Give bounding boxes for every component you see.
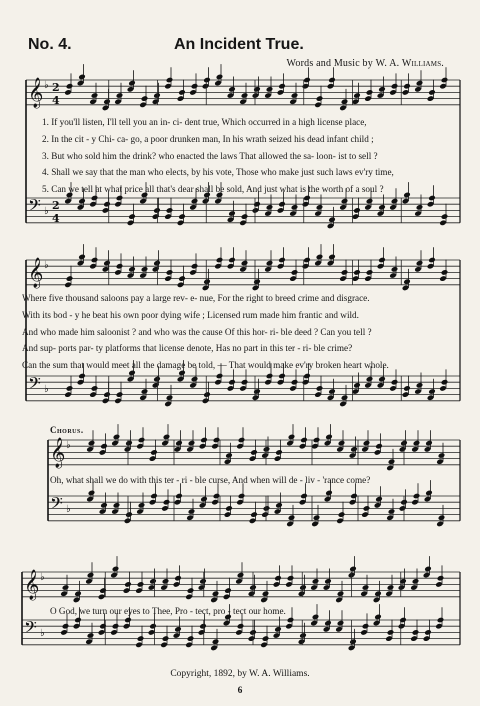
note-head [199,623,207,630]
note-head [378,86,386,93]
note-head [341,98,349,105]
verse-line: 4. Shall we say that the man who elects, by his vote, Those who make just such laws ev'ry time, [42,167,394,178]
note-head [100,502,108,509]
chorus-lyric: Oh, what shall we do with this ter - ri - ble curse, And when will de - liv - 'rance come? [50,475,371,485]
note-head [166,269,174,276]
verse-line: And sup- ports par- ty platforms that license denote, Has no part in this ter - ri- ble crime? [22,343,353,354]
note-head [399,578,407,585]
note-head [112,566,120,573]
note-head [275,502,283,509]
note-head [288,514,296,521]
note-head [366,89,374,96]
copyright-notice: Copyright, 1892, by W. A. Williams. [170,669,310,679]
note-head [262,635,270,642]
note-head [366,269,374,276]
note-head [350,446,358,453]
note-head [203,278,211,285]
note-head [241,379,249,386]
note-head [178,89,186,96]
bass-clef-icon: 𝄢 [28,373,41,397]
note-head [438,452,446,459]
credit-prefix: Words and Music by [286,58,376,69]
note-head [275,449,283,456]
note-head [125,440,133,447]
flat-icon: ♭ [66,440,71,451]
note-head [174,575,182,582]
note-head [137,635,145,642]
note-head [403,385,411,392]
note-head [187,587,195,594]
time-signature-bottom: 4 [52,94,60,107]
note-head [299,584,307,591]
note-head [362,623,370,630]
note-head [228,257,236,264]
note-head [128,80,136,87]
note-head [374,590,382,597]
note-head [325,434,333,441]
note-head [388,508,396,515]
note-head [291,379,299,386]
verse-line: Can the sum that would meet all the damage be told, — That would make ev'ry broken heart whole. [22,360,389,371]
note-head [303,77,311,84]
note-head [437,575,445,582]
note-head [66,385,74,392]
note-head [66,275,74,282]
hymn-number: No. 4. [28,36,72,53]
verse-line: 2. In the cit - y Chi- ca- go, a poor drunken man, In his wrath seized his dead infant child ; [42,133,374,144]
note-head [441,213,449,220]
bass-clef-icon: 𝄢 [50,493,63,517]
treble-clef-icon: 𝄞 [24,570,40,600]
note-head [128,266,136,273]
note-head [162,635,170,642]
note-head [424,629,432,636]
note-head [124,581,132,588]
note-head [303,257,311,264]
note-head [200,496,208,503]
note-head [291,204,299,211]
note-head [428,195,436,202]
note-head [141,95,149,102]
note-head [316,204,324,211]
note-head [228,86,236,93]
note-head [250,511,258,518]
note-head [153,376,161,383]
note-head [353,382,361,389]
note-head [199,578,207,585]
note-head [291,269,299,276]
note-head [353,92,361,99]
note-head [250,449,258,456]
flat-icon: ♭ [44,384,49,395]
chorus-line-2 [50,603,286,620]
note-head [324,578,332,585]
treble-clef-icon: 𝄞 [50,438,66,468]
note-head [66,83,74,90]
note-head [441,379,449,386]
note-head [62,584,70,591]
note-head [399,617,407,624]
note-head [153,92,161,99]
bass-clef-icon: 𝄢 [28,195,41,219]
time-signature-top: 2 [52,81,60,94]
note-head [274,575,282,582]
note-head [253,388,261,395]
note-head [300,493,308,500]
flat-icon: ♭ [66,504,71,515]
time-signature-top: 2 [52,199,60,212]
chorus-heading: Chorus. [50,425,84,435]
flat-icon: ♭ [44,80,49,91]
note-head [241,213,249,220]
note-head [74,590,82,597]
note-head [413,440,421,447]
note-head [353,269,361,276]
note-head [375,443,383,450]
note-head [78,254,86,261]
note-head [103,201,111,208]
note-head [103,98,111,105]
note-head [150,493,158,500]
flat-icon: ♭ [40,628,45,639]
note-head [191,198,199,205]
note-head [412,629,420,636]
note-head [312,578,320,585]
note-head [413,493,421,500]
note-head [337,590,345,597]
note-head [187,635,195,642]
note-head [99,587,107,594]
note-head [153,260,161,267]
note-head [262,590,270,597]
note-head [225,452,233,459]
note-head [191,263,199,270]
note-head [424,566,432,573]
note-head [174,626,182,633]
note-head [316,254,324,261]
note-head [166,207,174,214]
verse-line: 1. If you'll listen, I'll tell you an in- ci- dent true, Which occurred in a high license place, [42,117,367,127]
note-head [441,269,449,276]
verse-lyrics-system-2 [22,290,389,374]
note-head [338,440,346,447]
note-head [428,89,436,96]
note-head [403,83,411,90]
note-head [362,584,370,591]
note-head [391,198,399,205]
note-head [175,440,183,447]
note-head [288,434,296,441]
note-head [341,198,349,205]
note-head [425,490,433,497]
note-head [88,440,96,447]
chorus-lyric: O God, we turn our eyes to Thee, Pro - tect, pro - tect our home. [50,606,286,616]
verse-line: 3. But who sold him the drink? who enacted the laws That allowed the sa- loon- ist to sell ? [42,150,378,161]
note-head [341,269,349,276]
note-head [363,505,371,512]
note-head [387,629,395,636]
verse-lyrics-system-1 [42,114,394,198]
note-head [241,92,249,99]
bass-clef-icon: 𝄢 [24,617,37,641]
note-head [416,80,424,87]
note-head [350,493,358,500]
note-head [213,493,221,500]
note-head [313,514,321,521]
note-head [228,210,236,217]
note-head [425,440,433,447]
note-head [241,260,249,267]
note-head [113,502,121,509]
note-head [312,614,320,621]
note-head [78,198,86,205]
hymn-title: An Incident True. [174,36,304,53]
note-head [78,74,86,81]
note-head [375,496,383,503]
note-head [162,578,170,585]
note-head [188,440,196,447]
note-head [328,77,336,84]
note-head [125,511,133,518]
note-head [349,638,357,645]
note-head [328,216,336,223]
note-head [378,204,386,211]
note-head [387,584,395,591]
note-head [153,207,161,214]
note-head [103,260,111,267]
note-head [278,201,286,208]
note-head [266,86,274,93]
note-head [203,77,211,84]
note-head [113,434,121,441]
note-head [138,502,146,509]
note-head [324,620,332,627]
page-number: 6 [237,686,243,696]
note-head [212,590,220,597]
flat-icon: ♭ [40,572,45,583]
note-head [278,257,286,264]
flat-icon: ♭ [44,260,49,271]
note-head [116,263,124,270]
note-head [163,499,171,506]
note-head [87,572,95,579]
note-head [338,511,346,518]
note-head [378,257,386,264]
note-head [428,388,436,395]
note-head [191,83,199,90]
note-head [391,266,399,273]
note-head [391,379,399,386]
note-head [128,213,136,220]
note-head [141,266,149,273]
note-head [149,578,157,585]
note-head [278,83,286,90]
note-head [237,572,245,579]
note-head [328,254,336,261]
note-head [353,207,361,214]
note-head [116,92,124,99]
note-head [274,626,282,633]
treble-clef-icon: 𝄞 [28,78,44,108]
note-head [100,443,108,450]
note-head [287,575,295,582]
note-head [291,92,299,99]
note-head [178,213,186,220]
note-head [253,278,261,285]
note-head [103,391,111,398]
note-head [91,385,99,392]
note-head [388,458,396,465]
note-head [412,578,420,585]
note-head [88,490,96,497]
note-head [91,257,99,264]
note-head [99,623,107,630]
note-head [141,388,149,395]
note-head [263,446,271,453]
note-head [228,379,236,386]
note-head [437,617,445,624]
note-head [178,275,186,282]
verse-line: 5. Can we tell at what price all that's dear shall be sold, And just what is the worth of a soul ? [42,184,384,195]
note-head [337,620,345,627]
chorus-line-1 [50,472,370,489]
note-head [253,201,261,208]
note-head [287,617,295,624]
flat-icon: ♭ [44,206,49,217]
note-head [316,385,324,392]
note-head [237,623,245,630]
note-head [403,278,411,285]
note-head [366,198,374,205]
note-head [203,391,211,398]
note-head [112,623,120,630]
note-head [91,92,99,99]
note-head [416,204,424,211]
note-head [266,260,274,267]
note-head [163,434,171,441]
note-head [216,74,224,81]
note-head [238,493,246,500]
note-head [224,587,232,594]
note-head [166,394,174,401]
note-head [391,83,399,90]
note-head [150,449,158,456]
note-head [438,514,446,521]
note-head [441,77,449,84]
note-head [137,581,145,588]
note-head [416,260,424,267]
note-head [416,382,424,389]
note-head [175,493,183,500]
note-head [299,632,307,639]
treble-clef-icon: 𝄞 [28,258,44,288]
note-head [363,440,371,447]
note-head [378,376,386,383]
note-head [349,566,357,573]
verse-line: With its bod - y he beat his own poor dying wife ; Licensed rum made him frantic and wild. [22,309,359,320]
note-head [325,490,333,497]
note-head [116,391,124,398]
note-head [212,638,220,645]
note-head [253,86,261,93]
note-head [341,394,349,401]
note-head [328,388,336,395]
note-head [62,623,70,630]
note-head [225,505,233,512]
note-head [188,508,196,515]
note-head [403,192,411,199]
note-head [266,204,274,211]
note-head [166,77,174,84]
note-head [216,257,224,264]
note-head [366,376,374,383]
verse-line: Where five thousand saloons pay a large rev- e- nue, For the right to breed crime and disgrace. [22,293,370,303]
note-head [374,614,382,621]
verse-line: And who made him saloonist ? and who was the cause Of this hor- ri- ble deed ? Can you tell ? [22,326,372,337]
note-head [316,95,324,102]
note-head [87,632,95,639]
note-head [263,505,271,512]
note-head [428,257,436,264]
credit-author: W. A. Williams. [375,58,444,69]
time-signature-bottom: 4 [52,212,60,225]
note-head [191,376,199,383]
note-head [149,623,157,630]
